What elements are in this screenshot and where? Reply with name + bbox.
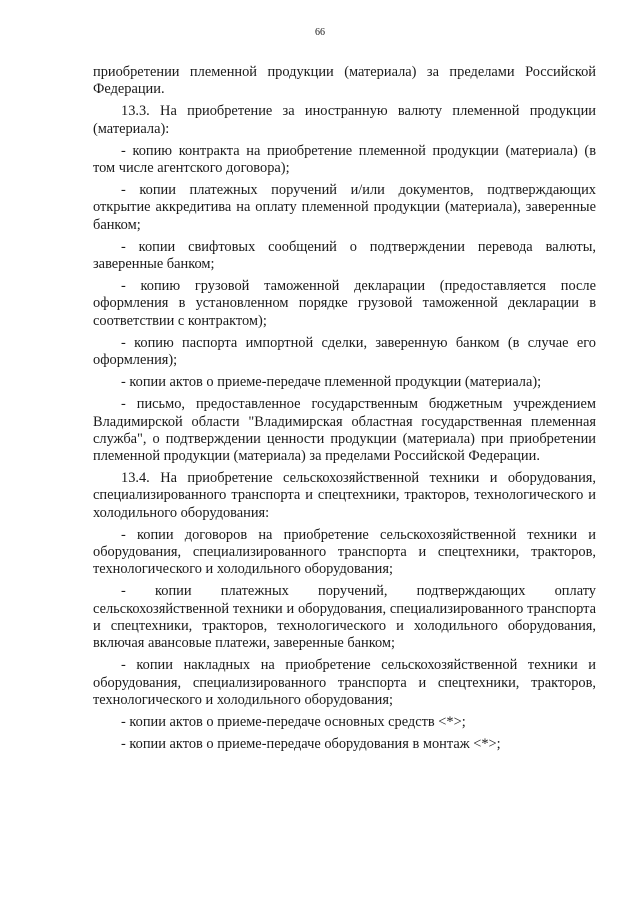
list-item-breeding-letter: - письмо, предоставленное государственным бюджетным учреждением Владимирской области "Владимирская областная государственная племенная служба", о подтверждении ценности продукции (материала) при приобретении племенной продукции (материала) за пределами Российской Федерации. [93,396,596,465]
section-13-3-heading: 13.3. На приобретение за иностранную валюту племенной продукции (материала): [93,103,596,137]
list-item-customs-declaration: - копию грузовой таможенной декларации (предоставляется после оформления в установленном порядке грузовой таможенной декларации в соответствии с контрактом); [93,278,596,329]
list-item-swift-messages: - копии свифтовых сообщений о подтверждении перевода валюты, заверенные банком; [93,238,596,273]
list-item-import-passport: - копию паспорта импортной сделки, заверенную банком (в случае его оформления); [93,334,596,369]
list-item-contract-copy: - копию контракта на приобретение племенной продукции (материала) (в том числе агентского договора); [93,142,596,177]
page-number: 66 [315,27,325,38]
list-item-acceptance-acts: - копии актов о приеме-передаче племенной продукции (материала); [121,374,542,391]
list-item-purchase-contracts: - копии договоров на приобретение сельскохозяйственной техники и оборудования, специализированного транспорта и спецтехники, тракторов, технологического и холодильного оборудования; [93,526,596,578]
list-item-payment-orders: - копии платежных поручений и/или документов, подтверждающих открытие аккредитива на оплату племенной продукции (материала), заверенные банком; [93,182,596,233]
list-item-invoices: - копии накладных на приобретение сельскохозяйственной техники и оборудования, специализированного транспорта и спецтехники, тракторов, технологического и холодильного оборудования; [93,657,596,708]
list-item-installation-acts: - копии актов о приеме-передаче оборудования в монтаж <*>; [121,736,501,753]
document-body [93,64,596,758]
list-item-payment-confirmations: - копии платежных поручений, подтверждающих оплату сельскохозяйственной техники и оборудования, специализированного транспорта и спецтехники, тракторов, технологического и холодильного оборудования, включая авансовые платежи, заверенные банком; [93,583,596,652]
list-item-fixed-assets-acts: - копии актов о приеме-передаче основных средств <*>; [121,713,466,730]
paragraph-continuation: приобретении племенной продукции (материала) за пределами Российской Федерации. [93,64,596,98]
section-13-4-heading: 13.4. На приобретение сельскохозяйственной техники и оборудования, специализированного транспорта и спецтехники, тракторов, технологического и холодильного оборудования: [93,470,596,521]
